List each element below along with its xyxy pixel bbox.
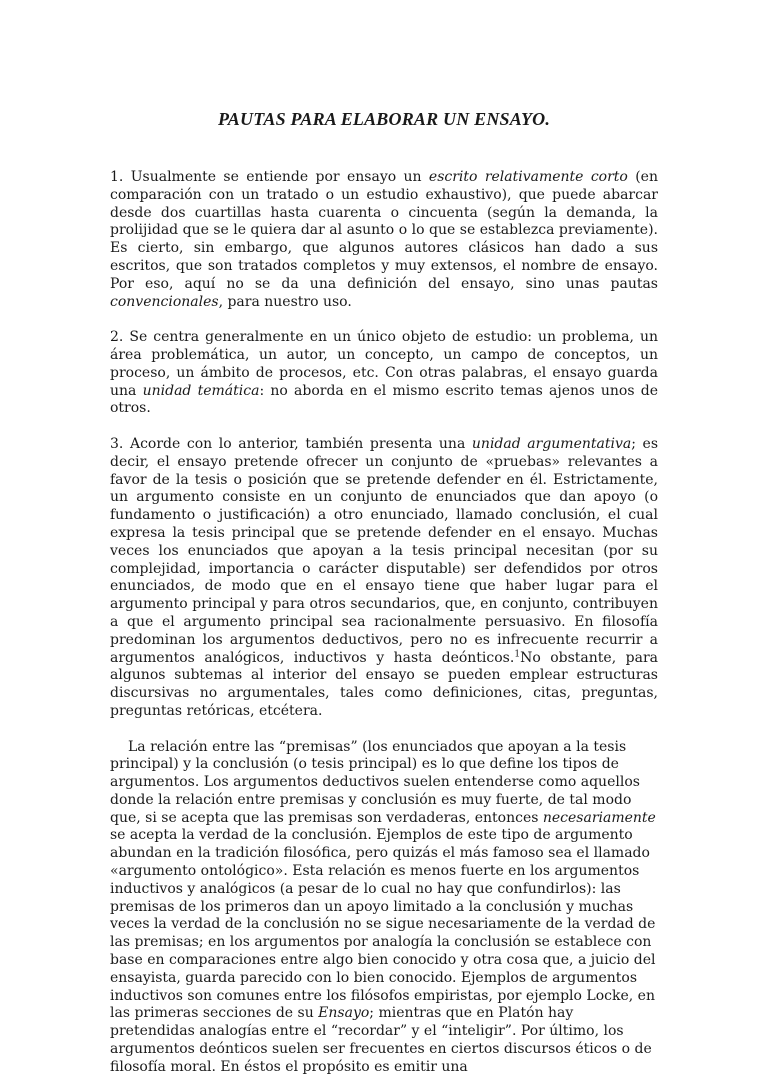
paragraph-4 xyxy=(110,739,658,1077)
paragraph-2-text-a: 2. Se centra generalmente en un único objeto de estudio: un problema, un área problemática, un autor, un concepto, un campo de conceptos, un proceso, un ámbito de procesos, etc. Con otras palabras, el ensayo guarda una xyxy=(110,329,658,399)
paragraph-3-emphasis: unidad argumentativa xyxy=(471,435,632,452)
paragraph-4-text-a: La relación entre las “premisas” (los enunciados que apoyan a la tesis principal) y la conclusión (o tesis principal) es lo que define los tipos de argumentos. Los argumentos deductivos suelen entenderse como aquellos donde la relación entre premisas y conclusión es muy fuerte, de tal modo que, si se acepta que las premisas son verdaderas, entonces xyxy=(110,738,640,826)
paragraph-4-emphasis-a: necesariamente xyxy=(542,809,656,826)
paragraph-2 xyxy=(110,329,658,418)
paragraph-4-emphasis-b: Ensayo xyxy=(318,1005,370,1022)
paragraph-3 xyxy=(110,436,658,721)
document-body xyxy=(110,169,658,1077)
paragraph-3-text-b: ; es decir, el ensayo pretende ofrecer un conjunto de «pruebas» relevantes a favor de la tesis o posición que se pretende defender en él. Estrictamente, un argumento consiste en un conjunto de enunciados que dan apoyo (o fundamento o justificación) a otro enunciado, llamado conclusión, el cual expresa la tesis principal que se pretende defender en el ensayo. Muchas veces los enunciados que apoyan a la tesis principal necesitan (por su complejidad, importancia o carácter disputable) ser defendidos por otros enunciados, de modo que en el ensayo tiene que haber lugar para el argumento principal y para otros secundarios, que, en conjunto, contribuyen a que el argumento principal sea racionalmente persuasivo. En filosofía predominan los argumentos deductivos, pero no es infrecuente recurrir a argumentos analógicos, inductivos y hasta deónticos. xyxy=(110,435,659,666)
paragraph-4-text-b: se acepta la verdad de la conclusión. Ejemplos de este tipo de argumento abundan en la tradición filosófica, pero quizás el más famoso sea el llamado «argumento ontológico». Esta relación es menos fuerte en los argumentos inductivos y analógicos (a pesar de lo cual no hay que confundirlos): las premisas de los primeros dan un apoyo limitado a la conclusión y muchas veces la verdad de la conclusión no se sigue necesariamente de la verdad de las premisas; en los argumentos por analogía la conclusión se establece con base en comparaciones entre algo bien conocido y otra cosa que, a juicio del ensayista, guarda parecido con lo bien conocido. Ejemplos de argumentos inductivos son comunes entre los filósofos empiristas, por ejemplo Locke, en las primeras secciones de su xyxy=(110,827,656,1022)
paragraph-3-text-c: No obstante, para algunos subtemas al interior del ensayo se pueden emplear estructuras discursivas no argumentales, tales como definiciones, citas, preguntas, preguntas retóricas, etcétera. xyxy=(110,649,658,719)
document-page xyxy=(110,0,659,1075)
paragraph-2-text-b: : no aborda en el mismo escrito temas ajenos unos de otros. xyxy=(110,382,658,417)
paragraph-2-emphasis: unidad temática xyxy=(142,382,260,399)
document-title: PAUTAS PARA ELABORAR UN ENSAYO. xyxy=(217,109,551,129)
paragraph-3-text-a: 3. Acorde con lo anterior, también presenta una xyxy=(110,435,472,452)
paragraph-1 xyxy=(110,169,658,311)
paragraph-1-emphasis-b: convencionales xyxy=(110,293,219,310)
paragraph-1-emphasis-a: escrito relativamente corto xyxy=(428,169,628,185)
footnote-marker[interactable]: 1 xyxy=(514,648,521,659)
paragraph-1-text-b: (en comparación con un tratado o un estudio exhaustivo), que puede abarcar desde dos cuartillas hasta cuarenta o cincuenta (según la demanda, la prolijidad que se le quiera dar al asunto o lo que se establezca previamente). Es cierto, sin embargo, que algunos autores clásicos han dado a sus escritos, que son tratados completos y muy extensos, el nombre de ensayo. Por eso, aquí no se da una definición del ensayo, sino unas pautas xyxy=(110,169,658,292)
paragraph-4-text-c: ; mientras que en Platón hay pretendidas analogías entre el “recordar” y el “inteligir”. Por último, los argumentos deónticos suelen ser frecuentes en ciertos discursos éticos o de filosofía moral. En éstos el propósito es emitir una xyxy=(110,1005,652,1075)
paragraph-1-text-c: , para nuestro uso. xyxy=(218,293,352,310)
paragraph-1-text-a: 1. Usualmente se entiende por ensayo un xyxy=(110,169,429,185)
